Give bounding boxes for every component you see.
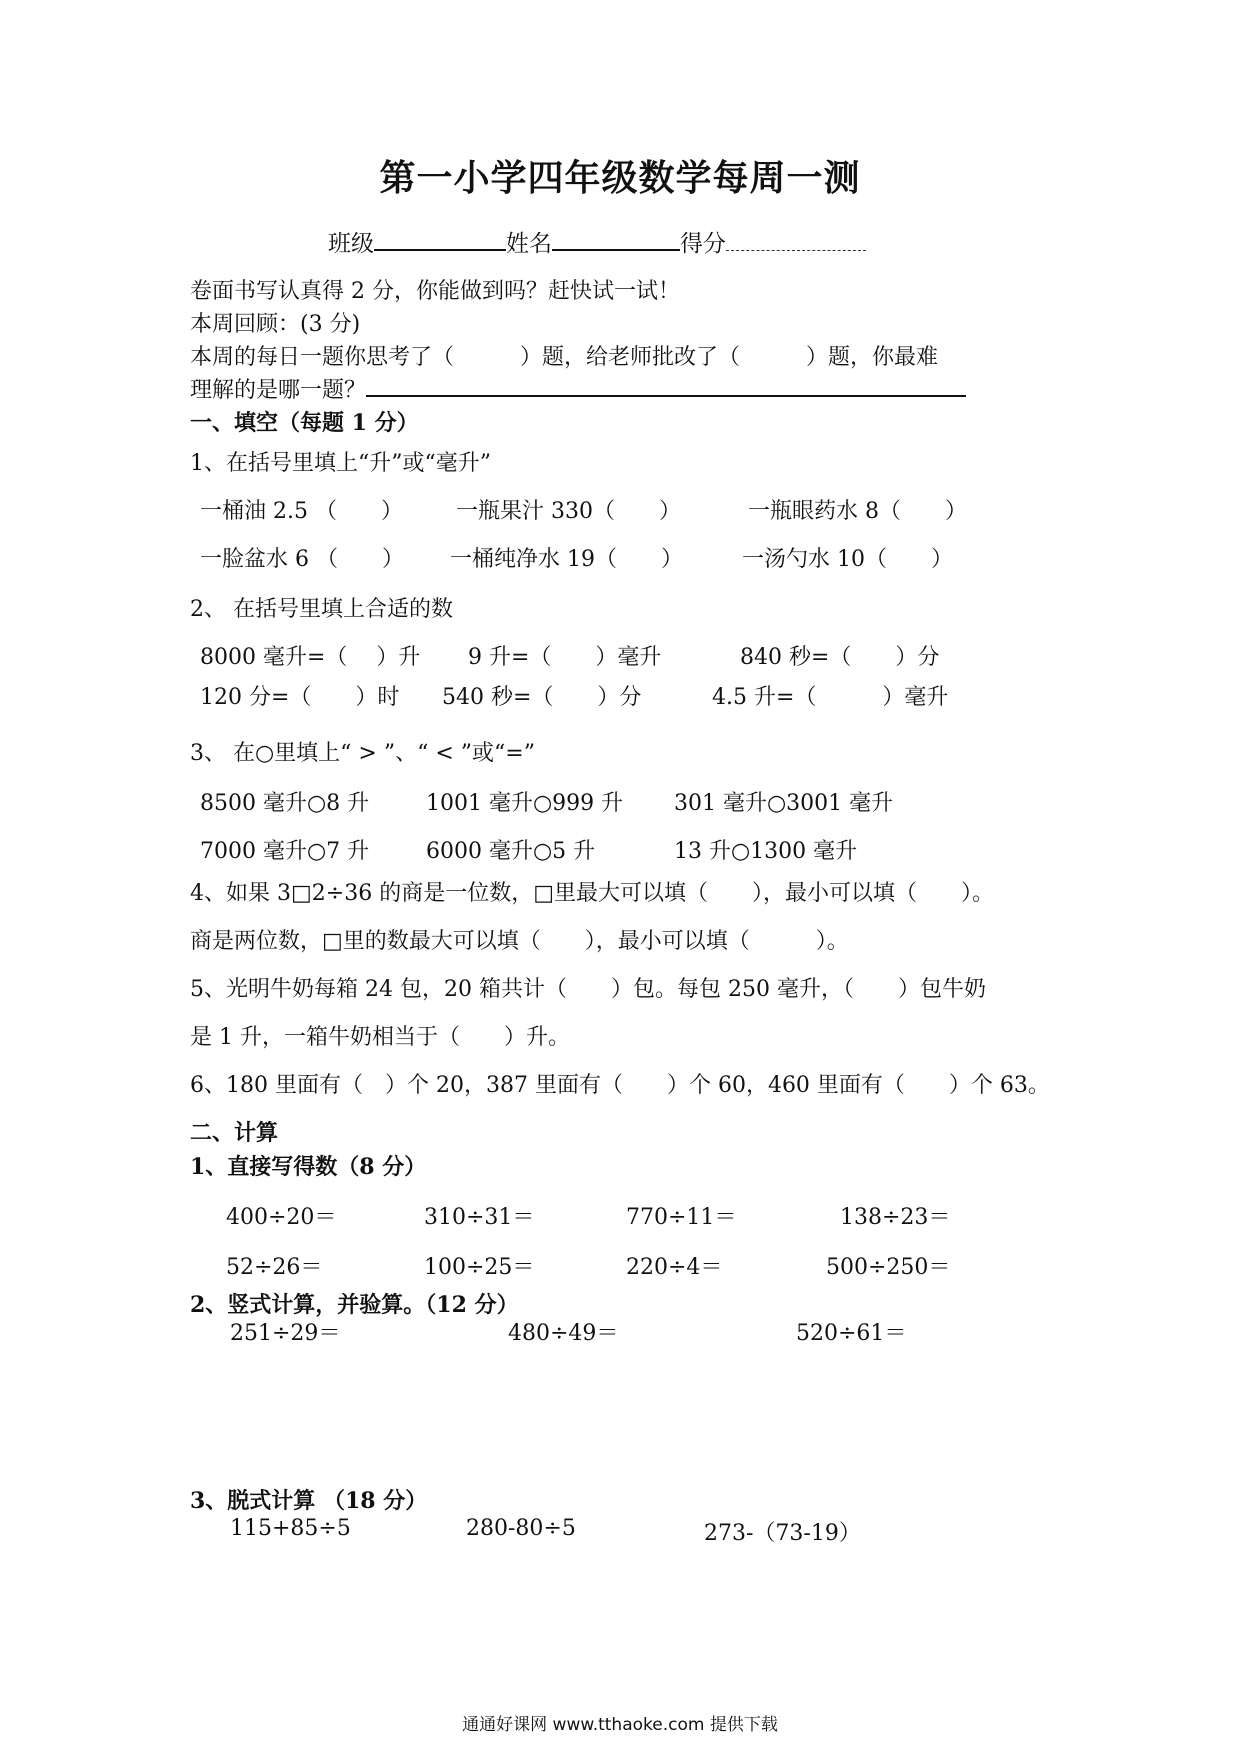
q2-item: 4.5 升=（ ）毫升	[712, 685, 949, 710]
q1-prompt: 1、在括号里填上“升”或“毫升”	[190, 451, 491, 476]
q1-item: 一桶纯净水 19（ ）	[450, 547, 683, 572]
q2-item: 840 秒=（ ）分	[740, 645, 940, 670]
q2-item: 120 分=（ ）时	[200, 685, 400, 710]
footer-credit: 通通好课网 www.tthaoke.com 提供下载	[462, 1715, 778, 1735]
q3-item: 6000 毫升○5 升	[426, 839, 596, 864]
q4-line-1: 4、如果 3□2÷36 的商是一位数，□里最大可以填（ ），最小可以填（ ）。	[190, 881, 994, 906]
student-info-line	[328, 225, 866, 258]
q3-item: 13 升○1300 毫升	[674, 839, 858, 864]
q2-item: 8000 毫升=（ ）升	[200, 645, 421, 670]
mental-calc-item: 500÷250＝	[826, 1255, 951, 1280]
mental-calc-item: 770÷11＝	[626, 1205, 737, 1230]
page-title: 第一小学四年级数学每周一测	[379, 157, 861, 199]
q3-item: 7000 毫升○7 升	[200, 839, 370, 864]
part-2-heading: 2、竖式计算，并验算。（12 分）	[190, 1292, 519, 1318]
part-1-heading: 1、直接写得数（8 分）	[190, 1154, 427, 1180]
q3-item: 1001 毫升○999 升	[426, 791, 624, 816]
q5-line-1: 5、光明牛奶每箱 24 包，20 箱共计（ ）包。每包 250 毫升，（ ）包牛奶	[190, 977, 986, 1002]
q4-line-2: 商是两位数，□里的数最大可以填（ ），最小可以填（ ）。	[190, 929, 849, 954]
mental-calc-item: 310÷31＝	[424, 1205, 535, 1230]
name-label: 姓名	[506, 231, 552, 257]
q2-item: 540 秒=（ ）分	[442, 685, 642, 710]
score-field[interactable]	[726, 230, 866, 251]
step-calc-item: 280-80÷5	[466, 1516, 576, 1541]
step-calc-item: 115+85÷5	[230, 1516, 351, 1541]
mental-calc-item: 220÷4＝	[626, 1255, 723, 1280]
long-division-item: 480÷49＝	[508, 1321, 619, 1346]
q2-prompt: 2、 在括号里填上合适的数	[190, 597, 453, 622]
name-field[interactable]	[552, 229, 680, 251]
q3-item: 8500 毫升○8 升	[200, 791, 370, 816]
handwriting-note: 卷面书写认真得 2 分，你能做到吗？赶快试一试！	[190, 279, 680, 304]
class-label: 班级	[328, 231, 374, 257]
section-2-heading: 二、计算	[190, 1120, 279, 1146]
score-label: 得分	[680, 231, 726, 257]
q3-item: 301 毫升○3001 毫升	[674, 791, 894, 816]
q1-item: 一汤勺水 10（ ）	[742, 547, 953, 572]
section-1-heading: 一、填空（每题 1 分）	[190, 410, 419, 436]
q1-item: 一瓶果汁 330（ ）	[456, 499, 681, 524]
mental-calc-item: 138÷23＝	[840, 1205, 951, 1230]
q2-item: 9 升=（ ）毫升	[468, 645, 662, 670]
long-division-item: 251÷29＝	[230, 1321, 341, 1346]
q1-item: 一瓶眼药水 8（ ）	[748, 499, 967, 524]
q5-line-2: 是 1 升，一箱牛奶相当于（ ）升。	[190, 1025, 570, 1050]
review-heading: 本周回顾：(3 分)	[190, 312, 361, 337]
mental-calc-item: 400÷20＝	[226, 1205, 337, 1230]
mental-calc-item: 52÷26＝	[226, 1255, 323, 1280]
mental-calc-item: 100÷25＝	[424, 1255, 535, 1280]
q3-prompt: 3、 在○里填上“ > ”、“ < ”或“=”	[190, 741, 535, 766]
q1-item: 一脸盆水 6 （ ）	[200, 547, 404, 572]
review-question-cont	[190, 373, 966, 404]
part-3-heading: 3、脱式计算 （18 分）	[190, 1488, 428, 1514]
review-answer-line[interactable]	[366, 375, 966, 397]
review-question-text: 理解的是哪一题？	[190, 378, 367, 403]
q1-item: 一桶油 2.5 （ ）	[200, 499, 403, 524]
q6-line: 6、180 里面有（ ）个 20，387 里面有（ ）个 60，460 里面有（ ）个 63。	[190, 1073, 1050, 1098]
class-field[interactable]	[374, 229, 506, 251]
review-question: 本周的每日一题你思考了（ ）题，给老师批改了（ ）题，你最难	[190, 345, 939, 370]
step-calc-item: 273-（73-19）	[704, 1521, 861, 1546]
long-division-item: 520÷61＝	[796, 1321, 907, 1346]
